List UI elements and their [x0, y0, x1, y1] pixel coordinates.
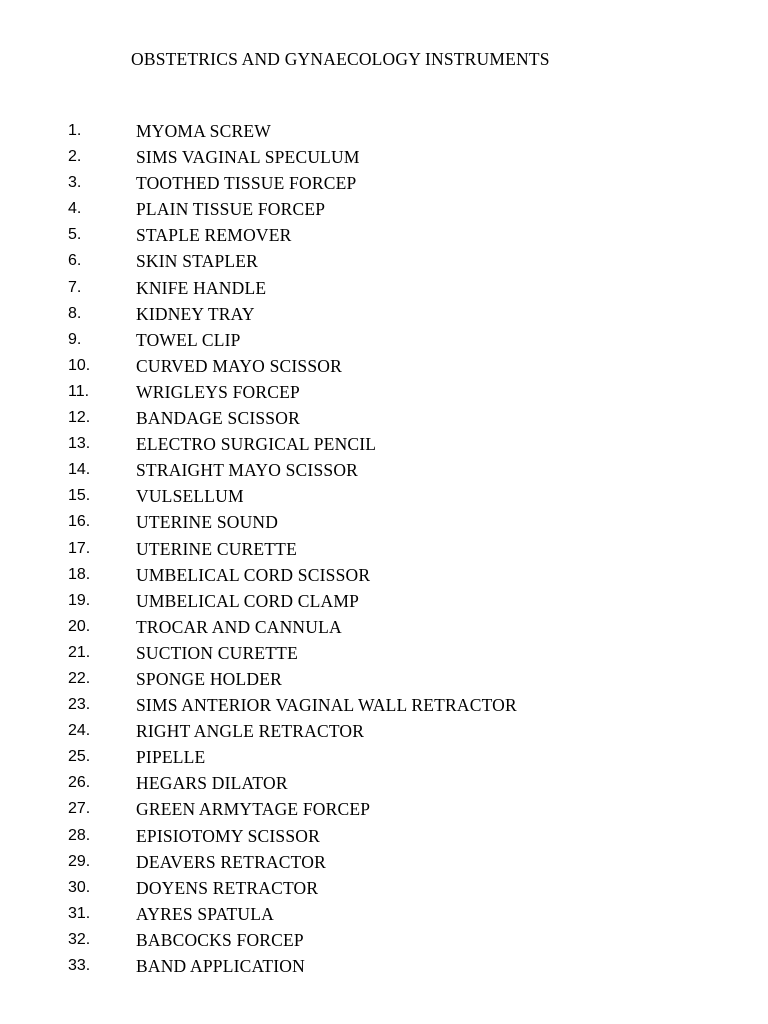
item-number: 1.: [68, 122, 82, 139]
list-item: [0, 379, 700, 405]
list-item: [0, 588, 700, 614]
item-name: MYOMA SCREW: [136, 121, 271, 141]
item-name: DEAVERS RETRACTOR: [136, 851, 326, 872]
item-name: PIPELLE: [136, 747, 206, 768]
list-item: [0, 170, 700, 196]
item-number: 32.: [68, 930, 91, 948]
list-item: [0, 562, 700, 588]
item-name: AYRES SPATULA: [136, 903, 274, 924]
list-item: [0, 353, 700, 379]
item-number: 8.: [68, 304, 82, 322]
item-number: 18.: [68, 565, 91, 583]
item-number: 28.: [68, 826, 91, 844]
list-item: [0, 953, 700, 979]
item-name: TROCAR AND CANNULA: [136, 616, 342, 637]
list-item: [0, 875, 700, 901]
item-number: 3.: [68, 174, 82, 192]
item-name: TOWEL CLIP: [136, 329, 241, 350]
item-number: 21.: [68, 643, 91, 661]
item-number: 6.: [68, 252, 82, 270]
item-number: 17.: [68, 539, 91, 557]
item-name: SIMS ANTERIOR VAGINAL WALL RETRACTOR: [136, 695, 517, 716]
item-number: 14.: [68, 461, 91, 479]
list-item: [0, 692, 700, 718]
list-item: [0, 222, 700, 248]
item-number: 20.: [68, 617, 91, 635]
item-name: UMBELICAL CORD SCISSOR: [136, 564, 371, 585]
item-number: 10.: [68, 356, 91, 374]
item-name: TOOTHED TISSUE FORCEP: [136, 173, 357, 194]
list-item: [0, 901, 700, 927]
item-name: HEGARS DILATOR: [136, 773, 288, 794]
item-number: 11.: [68, 382, 90, 400]
item-name: EPISIOTOMY SCISSOR: [136, 825, 320, 846]
list-item: [0, 640, 700, 666]
item-number: 31.: [68, 904, 91, 922]
item-name: SIMS VAGINAL SPECULUM: [136, 147, 360, 168]
item-name: STAPLE REMOVER: [136, 225, 292, 246]
item-number: 2.: [68, 148, 82, 166]
item-name: VULSELLUM: [136, 486, 244, 507]
item-number: 15.: [68, 487, 91, 505]
item-number: 5.: [68, 226, 82, 244]
list-item: [0, 536, 700, 562]
item-number: 12.: [68, 409, 91, 427]
item-number: 22.: [68, 669, 91, 687]
list-item: [0, 849, 700, 875]
item-number: 16.: [68, 513, 91, 531]
list-item: [0, 666, 700, 692]
item-number: 27.: [68, 800, 91, 818]
item-number: 4.: [68, 200, 82, 218]
item-name: GREEN ARMYTAGE FORCEP: [136, 799, 371, 820]
item-name: KIDNEY TRAY: [136, 303, 255, 324]
list-item: [0, 823, 700, 849]
item-number: 30.: [68, 878, 91, 896]
instrument-list: [0, 118, 700, 979]
list-item: [0, 483, 700, 509]
list-item: [0, 144, 700, 170]
item-number: 24.: [68, 722, 91, 740]
list-item: [0, 248, 700, 274]
document-title: OBSTETRICS AND GYNAECOLOGY INSTRUMENTS: [131, 49, 550, 69]
item-number: 13.: [68, 435, 91, 453]
item-name: ELECTRO SURGICAL PENCIL: [136, 434, 377, 455]
item-name: DOYENS RETRACTOR: [136, 877, 319, 898]
list-item: [0, 275, 700, 301]
item-name: UMBELICAL CORD CLAMP: [136, 590, 360, 611]
list-item: [0, 770, 700, 796]
list-item: [0, 796, 700, 822]
item-number: 25.: [68, 748, 91, 766]
item-name: BABCOCKS FORCEP: [136, 929, 304, 950]
list-item: [0, 327, 700, 353]
item-name: UTERINE SOUND: [136, 512, 279, 533]
list-item: [0, 118, 700, 144]
item-number: 9.: [68, 330, 82, 348]
list-item: [0, 457, 700, 483]
item-name: SPONGE HOLDER: [136, 668, 283, 689]
item-name: RIGHT ANGLE RETRACTOR: [136, 721, 365, 742]
item-number: 26.: [68, 774, 91, 792]
item-name: STRAIGHT MAYO SCISSOR: [136, 460, 359, 481]
list-item: [0, 718, 700, 744]
item-name: KNIFE HANDLE: [136, 277, 267, 298]
list-item: [0, 744, 700, 770]
list-item: [0, 614, 700, 640]
item-name: SKIN STAPLER: [136, 251, 259, 272]
item-name: BAND APPLICATION: [136, 956, 305, 976]
item-name: SUCTION CURETTE: [136, 642, 298, 663]
list-item: [0, 196, 700, 222]
item-number: 29.: [68, 852, 91, 870]
list-item: [0, 927, 700, 953]
list-item: [0, 301, 700, 327]
item-name: PLAIN TISSUE FORCEP: [136, 199, 326, 220]
list-item: [0, 431, 700, 457]
item-name: BANDAGE SCISSOR: [136, 408, 300, 429]
item-number: 33.: [68, 957, 91, 974]
item-number: 19.: [68, 591, 91, 609]
item-name: CURVED MAYO SCISSOR: [136, 355, 342, 376]
item-number: 23.: [68, 696, 91, 714]
item-name: UTERINE CURETTE: [136, 538, 297, 559]
item-name: WRIGLEYS FORCEP: [136, 381, 300, 402]
list-item: [0, 509, 700, 535]
item-number: 7.: [68, 278, 82, 296]
list-item: [0, 405, 700, 431]
